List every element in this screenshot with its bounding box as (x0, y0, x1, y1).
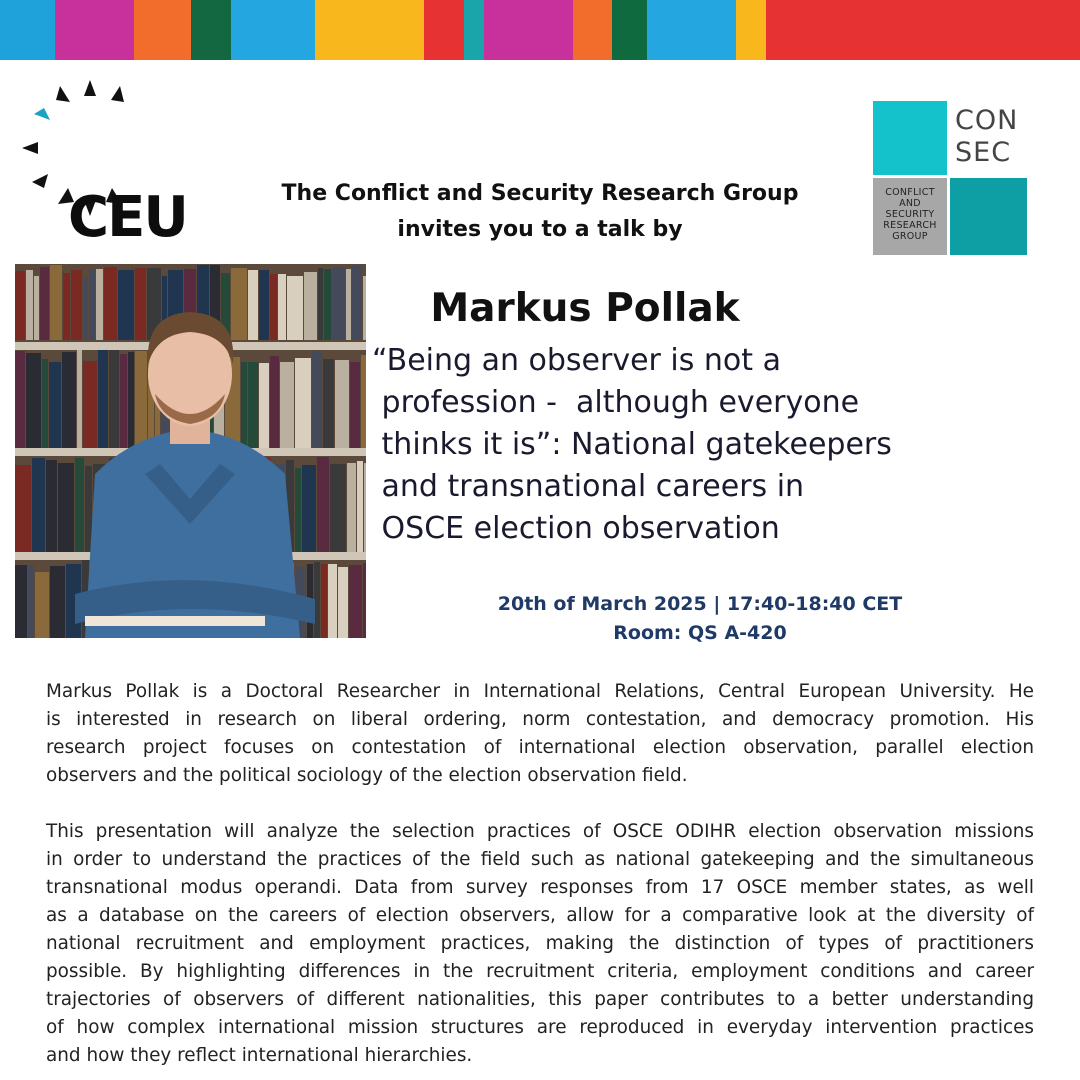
abstract-line: trajectories of observers of different nationalities, this paper contributes to a better understanding (46, 989, 1034, 1010)
consec-small-line: SECURITY (885, 209, 935, 220)
book-spine (321, 564, 327, 638)
book-spine (328, 564, 337, 638)
abstract-line: and how they reflect international hierarchies. (46, 1045, 473, 1066)
book-spine (323, 359, 334, 448)
bio-line: Markus Pollak is a Doctoral Researcher in International Relations, Central European University. He (46, 681, 1034, 702)
stripe-segment (231, 0, 315, 60)
book-spine (361, 355, 366, 448)
book-spine (26, 270, 33, 340)
book-spine (85, 466, 92, 552)
book-spine (338, 567, 348, 638)
book-spine (346, 269, 351, 340)
stripe-segment (612, 0, 647, 60)
book-spine (312, 351, 322, 448)
book-spine (364, 463, 366, 552)
consec-logo-square-teal (873, 101, 947, 175)
talk-title-line: OSCE election observation (372, 511, 780, 546)
book-spine (363, 276, 366, 340)
book-spine (58, 463, 74, 552)
stripe-segment (134, 0, 191, 60)
invite-line-2: invites you to a talk by (397, 217, 683, 242)
book-spine (280, 362, 294, 448)
consec-logo-line-1: CON (955, 105, 1019, 136)
stripe-segment (315, 0, 424, 60)
stripe-segment (647, 0, 736, 60)
book-spine (231, 268, 247, 340)
book-spine (118, 270, 134, 340)
bio-line: observers and the political sociology of the election observation field. (46, 765, 688, 786)
book-spine (270, 356, 279, 448)
invite-line-1: The Conflict and Security Research Group (281, 181, 799, 206)
book-spine (35, 572, 49, 638)
consec-logo-square-dark-teal (950, 178, 1027, 255)
event-date-time: 20th of March 2025 | 17:40-18:40 CET (497, 593, 903, 615)
stripe-segment (191, 0, 231, 60)
book-spine (317, 457, 329, 552)
stripe-segment (484, 0, 573, 60)
book-spine (50, 265, 62, 340)
book-spine (28, 565, 34, 638)
stripe-segment (0, 0, 55, 60)
abstract-line: national recruitment and employment practices, making the distinction of types of practitioners (46, 933, 1034, 954)
book-spine (128, 352, 134, 448)
abstract-line: as a database on the careers of election observers, allow for a comparative look at the diversity of (46, 905, 1034, 926)
book-spine (98, 350, 108, 448)
stripe-segment (424, 0, 464, 60)
book-spine (71, 270, 82, 340)
abstract-line: of how complex international mission structures are reproduced in everyday intervention practices (46, 1017, 1034, 1038)
book-spine (270, 274, 277, 340)
book-spine (15, 465, 31, 552)
bio-line: is interested in research on liberal ordering, norm contestation, and democracy promotion. His (46, 709, 1034, 730)
book-spine (63, 273, 70, 340)
book-spine (49, 362, 61, 448)
talk-title-line: profession - although everyone (372, 385, 860, 420)
book-spine (62, 352, 76, 448)
consec-logo (873, 101, 1027, 255)
book-spine (350, 362, 360, 448)
stripe-segment (573, 0, 613, 60)
stripe-segment (55, 0, 134, 60)
abstract-line: transnational modus operandi. Data from survey responses from 17 OSCE member states, as well (46, 877, 1034, 898)
book-spine (83, 361, 97, 448)
talk-title (372, 340, 932, 550)
book-spine (295, 468, 301, 552)
consec-logo-wordmark (955, 105, 1018, 169)
speaker-photo (15, 264, 366, 638)
abstract-line: This presentation will analyze the selection practices of OSCE ODIHR election observation missions (46, 821, 1034, 842)
book-spine (357, 461, 363, 552)
ceu-logo-text: CEU (68, 185, 187, 250)
stripe-segment (464, 0, 484, 60)
book-spine (104, 267, 117, 340)
book-spine (248, 362, 258, 448)
consec-logo-small-text (873, 187, 947, 242)
book-spine (77, 350, 82, 448)
book-spine (352, 265, 362, 340)
consec-small-line: AND (899, 198, 921, 209)
stripe-segment (736, 0, 766, 60)
talk-title-line: and transnational careers in (372, 469, 805, 504)
event-room: Room: QS A-420 (613, 622, 787, 644)
abstract-line: in order to understand the practices of the field such as national gatekeeping and the simultaneous (46, 849, 1034, 870)
book-spine (46, 460, 57, 552)
speaker-bio-and-abstract (46, 678, 1034, 1070)
speaker-portrait-image (15, 264, 366, 638)
book-spine (259, 363, 269, 448)
book-spine (248, 270, 258, 340)
book-spine (34, 276, 39, 340)
talk-title-line: thinks it is”: National gatekeepers (372, 427, 892, 462)
ceu-logo (20, 78, 195, 250)
book-spine (42, 359, 48, 448)
consec-small-line: GROUP (892, 231, 928, 242)
book-spine (318, 268, 323, 340)
book-spine (278, 274, 286, 340)
book-spine (335, 360, 349, 448)
book-spine (332, 267, 345, 340)
book-spine (89, 270, 95, 340)
book-spine (287, 276, 303, 340)
consec-small-line: CONFLICT (885, 187, 935, 198)
book-spine (32, 458, 45, 552)
bio-line: research project focuses on contestation of international election observation, parallel election (46, 737, 1034, 758)
book-spine (135, 268, 146, 340)
book-spine (109, 350, 119, 448)
consec-small-line: RESEARCH (883, 220, 937, 231)
book-spine (83, 277, 88, 340)
book-spine (40, 267, 49, 340)
event-details (360, 590, 1040, 648)
paragraph-gap (46, 790, 1034, 818)
consec-logo-line-2: SEC (955, 137, 1012, 168)
book-spine (347, 463, 356, 552)
stripe-segment (766, 0, 1080, 60)
book-spine (295, 358, 311, 448)
abstract-line: possible. By highlighting differences in the recruitment criteria, employment conditions and career (46, 961, 1034, 982)
book-spine (96, 269, 103, 340)
book-spine (304, 272, 317, 340)
book-spine (302, 465, 316, 552)
talk-title-line: “Being an observer is not a (372, 343, 781, 378)
speaker-name: Markus Pollak (430, 286, 740, 331)
book-spine (120, 354, 127, 448)
book-spine (330, 464, 346, 552)
invite-heading (240, 176, 840, 248)
book-spine (135, 351, 147, 448)
book-spine (15, 565, 27, 638)
book-spine (241, 362, 247, 448)
book-spine (75, 458, 84, 552)
book-spine (15, 271, 25, 340)
book-spine (259, 270, 269, 340)
book-spine (15, 351, 25, 448)
book-spine (26, 353, 41, 448)
book-spine (324, 269, 331, 340)
book-spine (50, 566, 65, 638)
color-stripe-banner (0, 0, 1080, 60)
